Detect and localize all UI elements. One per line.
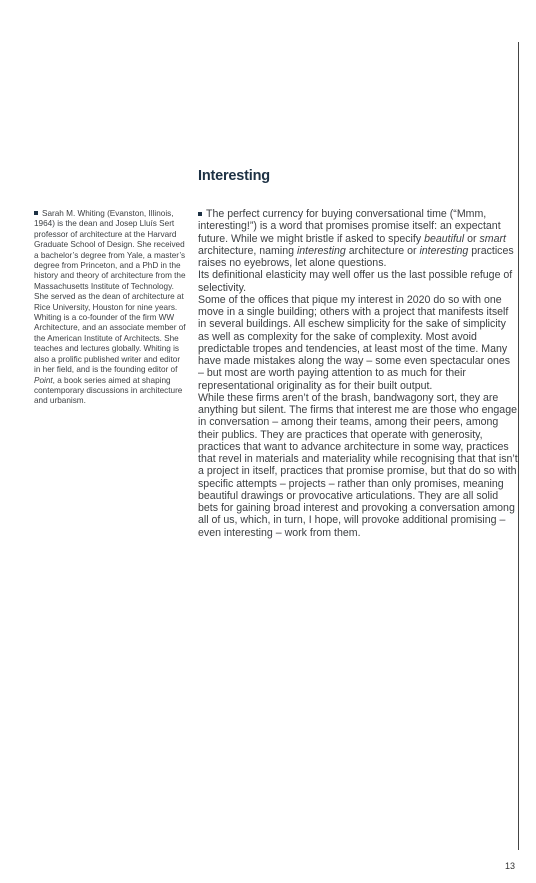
text-run: architecture, naming [198,244,297,257]
page-title: Interesting [198,168,270,184]
text-run: The perfect currency for buying conversational time (“Mmm, interesting!”) is a word that promises promise itself: an expectant future. While we might bristle if asked to specify [198,208,501,245]
bio-text: Sarah M. Whiting (Evanston, Illinois, 1964) is the dean and Josep Lluís Sert professor of architecture at the Harvard Graduate School of Design. She received a bachelor’s degree from Yale, a master’s degree from Princeton, and a PhD in the history and theory of architecture from the Massachusetts Institute of Technology. She served as the dean of architecture at Rice University, Houston for nine years. Whiting is a co-founder of the firm WW Architecture, and an associate member of the American Institute of Architects. She teaches and lectures globally. Whiting is also a prolific published writer and editor in her field, and is the founding editor of [34,209,186,375]
main-text [198,208,518,539]
bio-text-end: , a book series aimed at shaping contemporary discussions in architecture and urbanism. [34,375,183,406]
paragraph-1 [198,208,518,269]
page-number: 13 [505,861,516,871]
italic-run: interesting [296,244,346,257]
text-run: or [464,232,480,245]
bullet-icon [198,212,202,216]
italic-run: beautiful [424,232,465,245]
paragraph-4: While these firms aren’t of the brash, bandwagony sort, they are anything but silent. The firms that interest me are those who engage in conversation – among their teams, among their peers, among their publics. They are practices that operate with generosity, practices that want to advance architecture in some way, practices that revel in materials and materiality while recognising that that isn’t a project in itself, practices that promise promise, but that do so with specific attempts – projects – rather than only promises, meaning beautiful drawings or provocative articulations. They are all solid bets for gaining broad interest and provoking a conversation among all of us, which, in turn, I hope, will provoke additional promising – even interesting – work from them. [198,391,518,539]
paragraph-3: Some of the offices that pique my interest in 2020 do so with one move in a single building; others with a project that manifests itself in several buildings. All eschew simplicity for the sake of simplicity as well as complexity for the sake of complexity. Most avoid predictable tropes and tendencies, at least most of the time. Many have made mistakes along the way – some even spectacular ones – but most are worth paying attention to as much for their representational originality as for their built output. [198,293,511,392]
author-bio [34,209,186,407]
text-run: practices raises no eyebrows, let alone questions. [198,244,514,269]
bullet-icon [34,211,38,215]
text-run: architecture or [345,244,420,257]
vertical-rule [518,42,519,850]
bio-italic-title: Point [34,375,53,385]
italic-run: smart [479,232,506,245]
paragraph-2: Its definitional elasticity may well offer us the last possible refuge of selectivity. [198,269,513,294]
italic-run: interesting [419,244,469,257]
